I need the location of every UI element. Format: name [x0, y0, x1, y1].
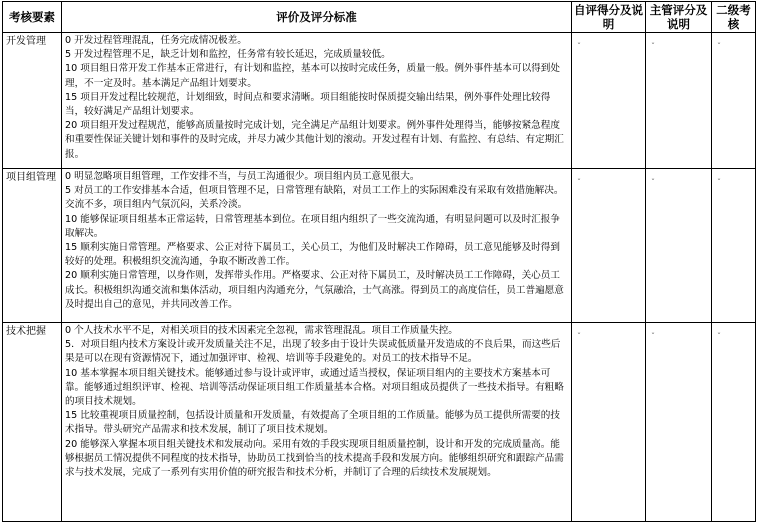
paragraph-mark-icon: ˇ: [717, 332, 721, 341]
paragraph-mark-icon: ˇ: [651, 42, 655, 51]
second-level-cell[interactable]: [712, 169, 756, 323]
criteria-cell: [62, 323, 572, 522]
criteria-level: 5．对项目组内技术方案设计或开发质量关注不足，出现了较多由于设计失误或低质量开发造成的不良后果，而这些后果是可以在现有资源情况下，通过加强评审、检视、培训等手段避免的。对员工的技术指导不足。: [65, 339, 561, 365]
table-row: [3, 323, 756, 522]
paragraph-mark-icon: ˇ: [651, 178, 655, 187]
header-self-score: 自评得分及说明: [572, 2, 646, 33]
criteria-level: 0 明显忽略项目组管理，工作安排不当，与员工沟通很少。项目组内员工意见很大。: [65, 171, 420, 182]
criteria-level: 15 比较重视项目质量控制，包括设计质量和开发质量，有效提高了全项目组的工作质量。能够为员工提供所需要的技术指导。带头研究产品需求和技术发展，制订了项目技术规划。: [65, 410, 560, 436]
criteria-cell: [62, 169, 572, 323]
item-cell: 项目组管理: [3, 169, 62, 323]
table-row: [3, 33, 756, 169]
criteria-level: 15 顺利实施日常管理。严格要求、公正对待下属员工，关心员工，为他们及时解决工作障碍，员工意见能够及时得到较好的处理。积极组织交流沟通，争取不断改善工作。: [65, 242, 560, 268]
item-cell: 技术把握: [3, 323, 62, 522]
header-criteria: 评价及评分标准: [62, 2, 572, 33]
paragraph-mark-icon: ˇ: [577, 178, 581, 187]
header-second-level: 二级考核: [712, 2, 756, 33]
supervisor-score-cell[interactable]: [646, 169, 712, 323]
self-score-cell[interactable]: [572, 323, 646, 522]
second-level-cell[interactable]: [712, 323, 756, 522]
header-item: 考核要素: [3, 2, 62, 33]
criteria-level: 0 开发过程管理混乱，任务完成情况极差。: [65, 35, 247, 46]
table-row: [3, 169, 756, 323]
criteria-level: 20 顺利实施日常管理，以身作则，发挥带头作用。严格要求、公正对待下属员工，及时解决员工工作障碍，关心员工成长。积极组织沟通交流和集体活动，项目组内沟通充分，气氛融洽，士气高涨。得到员工的高度信任，员工普遍愿意及时提出自己的意见，并共同改善工作。: [65, 270, 564, 310]
paragraph-mark-icon: ˇ: [577, 332, 581, 341]
item-cell: 开发管理: [3, 33, 62, 169]
criteria-cell: [62, 33, 572, 169]
paragraph-mark-icon: ˇ: [717, 42, 721, 51]
criteria-level: 20 能够深入掌握本项目组关键技术和发展动向。采用有效的手段实现项目组质量控制，设计和开发的完成质量高。能够根据员工情况提供不同程度的技术指导，协助员工找到恰当的技术提高手段和发展方向。能够组织研究和跟踪产品需求与技术发展，完成了一系列有实用价值的研究报告和技术分析，并制订了合理的后续技术发展规划。: [65, 438, 564, 479]
evaluation-table: [2, 1, 756, 522]
header-supervisor-score: 主管评分及说明: [646, 2, 712, 33]
criteria-level: 15 项目开发过程比较规范，计划细致，时间点和要求清晰。项目组能按时保质提交输出结果，例外事件处理比较得当，较好满足产品组计划要求。: [65, 91, 551, 118]
self-score-cell[interactable]: [572, 169, 646, 323]
criteria-level: 10 能够保证项目组基本正常运转，日常管理基本到位。在项目组内组织了一些交流沟通，有明显问题可以及时汇报争取解决。: [65, 213, 560, 239]
self-score-cell[interactable]: [572, 33, 646, 169]
second-level-cell[interactable]: [712, 33, 756, 169]
paragraph-mark-icon: ˇ: [651, 332, 655, 341]
criteria-level: 10 基本掌握本项目组关键技术。能够通过参与设计或评审，或通过适当授权，保证项目组内的主要技术方案基本可靠。能够通过组织评审、检视、培训等活动保证项目组工作质量基本合格。对项目组成员提供了一些技术指导。有粗略的项目技术规划。: [65, 367, 564, 408]
paragraph-mark-icon: ˇ: [577, 42, 581, 51]
paragraph-mark-icon: ˇ: [717, 178, 721, 187]
criteria-level: 0 个人技术水平不足，对相关项目的技术因素完全忽视，需求管理混乱。项目工作质量失控。: [65, 325, 458, 336]
criteria-level: 20 项目组开发过程规范，能够高质量按时完成计划，完全满足产品组计划要求。例外事件处理得当，能够按紧急程度和重要性保证关键计划和事件的及时完成，并尽力减少其他计划的滚动。开发过程有计划、有监控、有总结、有定期汇报。: [65, 120, 564, 160]
header-row: [3, 2, 756, 33]
supervisor-score-cell[interactable]: [646, 33, 712, 169]
criteria-level: 5 开发过程管理不足，缺乏计划和监控，任务常有较长延迟，完成质量较低。: [65, 49, 391, 61]
criteria-level: 10 项目组日常开发工作基本正常进行，有计划和监控，基本可以按时完成任务，质量一般。例外事件基本可以得到处理，不一定及时。基本满足产品组计划要求。: [65, 63, 560, 89]
criteria-level: 5 对员工的工作安排基本合适，但项目管理不足，日常管理有缺陷，对员工工作上的实际困难没有采取有效措施解决。交流不多，项目组内气氛沉闷，关系冷淡。: [65, 185, 564, 211]
supervisor-score-cell[interactable]: [646, 323, 712, 522]
